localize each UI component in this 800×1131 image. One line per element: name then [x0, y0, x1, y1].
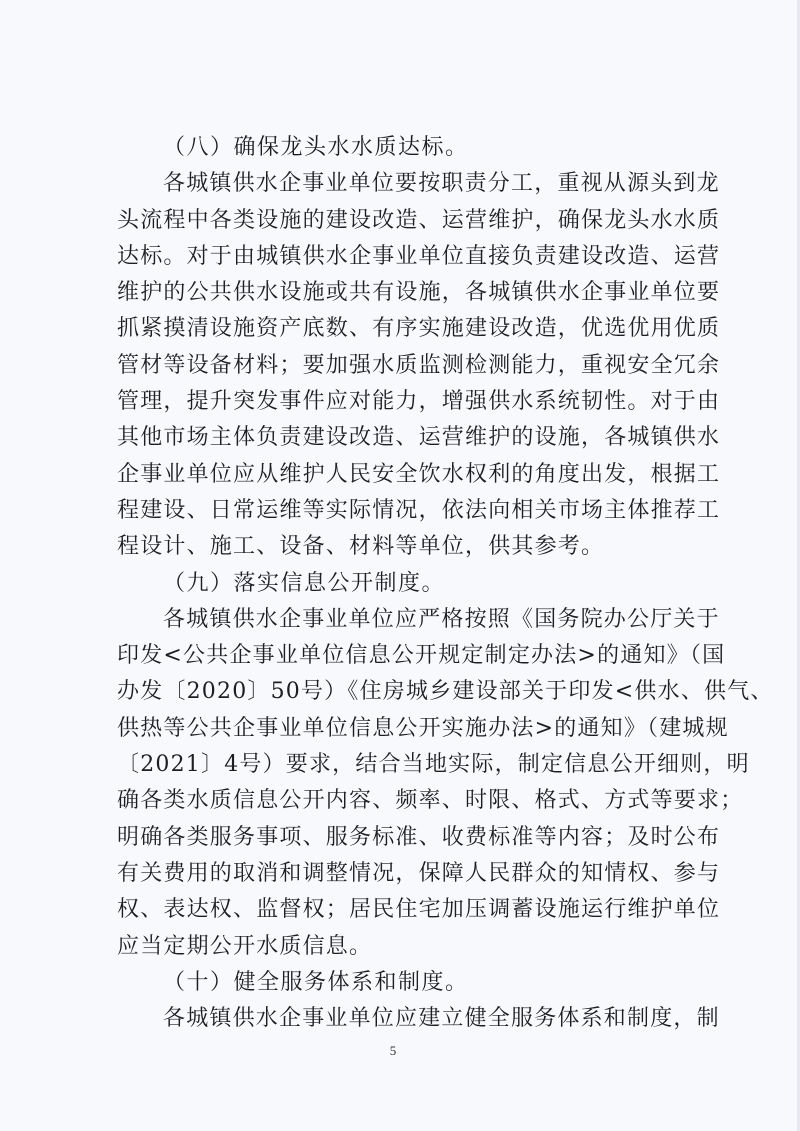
paragraph-line: 办发〔2020〕50号）《住房城乡建设部关于印发<供水、供气、 [117, 679, 774, 705]
paragraph-line: 权、表达权、监督权；居民住宅加压调蓄设施运行维护单位 [117, 897, 721, 923]
paragraph-line: 各城镇供水企事业单位要按职责分工，重视从源头到龙 [163, 171, 720, 197]
paragraph-line: 明确各类服务事项、服务标准、收费标准等内容；及时公布 [117, 824, 721, 850]
paragraph-line: 达标。对于由城镇供水企事业单位直接负责建设改造、运营 [117, 243, 721, 269]
paragraph-line: 管理，提升突发事件应对能力，增强供水系统韧性。对于由 [117, 389, 721, 415]
paragraph-line: 程设计、施工、设备、材料等单位，供其参考。 [117, 534, 605, 560]
section-heading-8: （八）确保龙头水水质达标。 [163, 135, 469, 160]
paragraph-line: 程建设、日常运维等实际情况，依法向相关市场主体推荐工 [117, 497, 721, 523]
section-heading-9: （九）落实信息公开制度。 [163, 570, 446, 596]
page-number: 5 [389, 1043, 397, 1058]
document-body [117, 130, 774, 1037]
paragraph-line: 抓紧摸清设施资产底数、有序实施建设改造，优选优用优质 [117, 316, 721, 342]
paragraph-line: 各城镇供水企事业单位应建立健全服务体系和制度，制 [163, 1006, 720, 1032]
paragraph-line: 维护的公共供水设施或共有设施，各城镇供水企事业单位要 [117, 280, 721, 306]
paragraph-line: 供热等公共企事业单位信息公开实施办法>的通知》（建城规 [117, 715, 729, 741]
paragraph-line: 头流程中各类设施的建设改造、运营维护，确保龙头水水质 [117, 207, 721, 233]
paragraph-line: 各城镇供水企事业单位应严格按照《国务院办公厅关于 [163, 606, 720, 632]
paragraph-line: 企事业单位应从维护人民安全饮水权利的角度出发，根据工 [117, 461, 721, 487]
paragraph-line: 有关费用的取消和调整情况，保障人民群众的知情权、参与 [117, 860, 721, 886]
paragraph-line: 管材等设备材料；要加强水质监测检测能力，重视安全冗余 [117, 352, 721, 378]
paragraph-line: 印发<公共企事业单位信息公开规定制定办法>的通知》（国 [117, 643, 726, 669]
section-heading-10: （十）健全服务体系和制度。 [163, 969, 469, 995]
paragraph-line: 〔2021〕4号）要求，结合当地实际，制定信息公开细则，明 [117, 752, 750, 778]
paragraph-line: 确各类水质信息公开内容、频率、时限、格式、方式等要求； [117, 788, 744, 814]
paragraph-line: 其他市场主体负责建设改造、运营维护的设施，各城镇供水 [117, 425, 721, 451]
paragraph-line: 应当定期公开水质信息。 [117, 933, 373, 959]
